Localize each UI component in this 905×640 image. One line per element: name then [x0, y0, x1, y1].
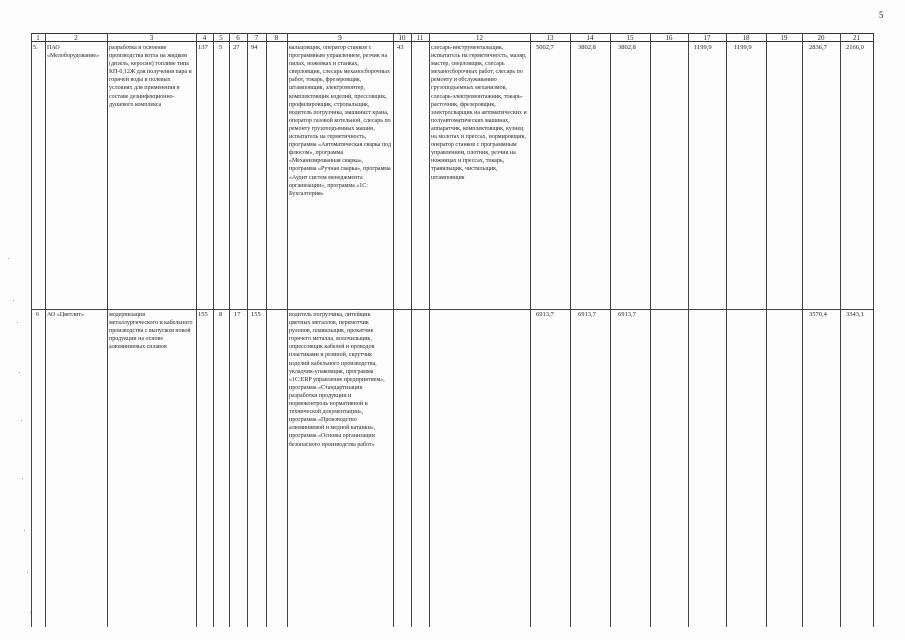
header-col-2: 2: [45, 33, 107, 42]
row5-organization: ПАО «Мелоборудование»: [47, 45, 100, 60]
column-divider: [650, 33, 651, 627]
header-col-19: 19: [766, 33, 802, 42]
row5-number: 5.: [33, 45, 38, 51]
row5-col7: 94: [251, 44, 258, 51]
column-divider: [688, 33, 689, 627]
column-divider: [766, 33, 767, 627]
column-divider: [530, 33, 531, 627]
column-divider: [726, 33, 727, 627]
header-col-18: 18: [726, 33, 766, 42]
row6-organization: АО «Цветлит»: [47, 312, 84, 318]
row6-col6: 17: [234, 311, 241, 318]
column-divider: [411, 33, 412, 627]
header-col-4: 4: [196, 33, 213, 42]
header-col-6: 6: [229, 33, 247, 42]
scan-speck: [17, 322, 18, 323]
row6-col4: 155: [198, 311, 208, 318]
table-border-left: [31, 33, 32, 627]
row5-col10: 43: [397, 44, 404, 51]
row5-professions-needed: слесарь-инструментальщик, испытатель на герметичность, маляр, мастер, сверловщик, слесарь механосборочных работ, слесарь по ремонту и обслуживанию грузоподъемных механизмов, слесарь-электромонтажник, токарь-расточник, фрезеровщик, электросварщик на автоматических и полуавтоматических машинах, аппаратчик, комплектовщик, кузнец на молотах и прессах, нормировщик, оператор станков с программным управлением, плотник, резчик на ножницах и прессах, токарь, травильщик, чистильщик, штамповщик: [431, 45, 527, 181]
row5-col15: 3802,8: [618, 44, 636, 51]
header-col-11: 11: [411, 33, 429, 42]
column-divider: [287, 33, 288, 627]
column-divider: [213, 33, 214, 627]
row5-col14: 3802,8: [578, 44, 596, 51]
header-col-14: 14: [570, 33, 610, 42]
row5-col18: 1199,9: [734, 44, 752, 51]
row6-professions-trained: водитель погрузчика, литейщик цветных металлов, перемотчик рулонов, плавильщик, прокатчик горячего металла, волочильщик, опрессовщик кабелей и проводов пластиками и резиной, скрутчик изделий кабельного производства, укладчик-упаковщик, программа «1С:ERP управление предприятием», программа «Стандартизация разработки продукции и нормоконтроль нормативной и технической документации», программа «Производство алюминиевой и медной катанки», программа «Основы организации безопасного производства работ»: [289, 312, 385, 448]
header-col-12: 12: [429, 33, 530, 42]
header-col-8: 8: [266, 33, 287, 42]
header-col-20: 20: [802, 33, 840, 42]
column-divider: [570, 33, 571, 627]
column-divider: [393, 33, 394, 627]
column-divider: [247, 33, 248, 627]
row5-col20: 2836,7: [809, 44, 827, 51]
column-divider: [45, 33, 46, 627]
row5-col21: 2166,0: [846, 44, 864, 51]
row6-col21: 3343,1: [846, 311, 864, 318]
row5-col6: 27: [233, 44, 240, 51]
row6-col20: 3570,4: [809, 311, 827, 318]
row6-col7: 155: [251, 311, 261, 318]
row6-number: 6: [36, 312, 39, 318]
scan-speck: [27, 572, 28, 573]
column-divider: [196, 33, 197, 627]
column-divider: [610, 33, 611, 627]
row5-col5: 5: [219, 44, 223, 51]
scan-speck: [30, 612, 31, 613]
scan-speck: [19, 372, 20, 373]
column-divider: [429, 33, 430, 627]
header-col-16: 16: [650, 33, 688, 42]
row6-col15: 6913,7: [618, 311, 636, 318]
page-number: 5: [879, 10, 884, 20]
row5-professions-trained: вальцовщик, оператор станков с программным управлением, резчик на пилах, ножовках и станках, сверловщик, слесарь механосборочных работ, токарь, фрезеровщик, штамповщик, электромонтер, комплектовщик изделий, прессовщик, профилировщик, стропальщик, водитель погрузчика, машинист крана, оператор газовой котельной, слесарь по ремонту грузоподъемных машин, испытатель на герметичность, программа «Автоматическая сварка под флюсом», программа «Механизированная сварка», программа «Ручная сварка», программа «Аудит систем менеджмента организации», программа «1С: Бухгалтерия»: [289, 45, 391, 197]
header-col-15: 15: [610, 33, 650, 42]
header-col-21: 21: [840, 33, 873, 42]
row6-col13: 6913,7: [536, 311, 554, 318]
scan-speck: [21, 420, 22, 421]
header-col-3: 3: [107, 33, 196, 42]
scan-speck: [22, 478, 23, 479]
header-col-5: 5: [213, 33, 229, 42]
scan-speck: [8, 258, 9, 259]
row5-col13: 5002,7: [536, 44, 554, 51]
row6-project: модернизация металлургического и кабельного производства с выпуском новой продукции на основе алюминиевых сплавов: [109, 312, 193, 351]
row5-col4: 137: [198, 44, 208, 51]
column-divider: [802, 33, 803, 627]
header-col-7: 7: [247, 33, 266, 42]
scan-speck: [13, 300, 14, 301]
row5-project: разработка и освоение производства котла на жидком (дизель, керосин) топливе типа КП-0,12Ж для получения пара и горячей воды в полевых условиях для применения в составе дезинфекционно-душевого комплекса: [109, 45, 192, 108]
header-col-10: 10: [393, 33, 411, 42]
header-col-9: 9: [287, 33, 393, 42]
column-divider: [229, 33, 230, 627]
column-divider: [840, 33, 841, 627]
header-col-13: 13: [530, 33, 570, 42]
row6-col5: 8: [219, 311, 223, 318]
column-divider: [107, 33, 108, 627]
header-col-1: 1: [31, 33, 45, 42]
row5-col17: 1199,9: [694, 44, 712, 51]
column-divider: [266, 33, 267, 627]
table-border-right: [873, 33, 874, 627]
scan-speck: [24, 530, 25, 531]
row6-col14: 6913,7: [578, 311, 596, 318]
header-col-17: 17: [688, 33, 726, 42]
row-divider: [31, 309, 874, 310]
